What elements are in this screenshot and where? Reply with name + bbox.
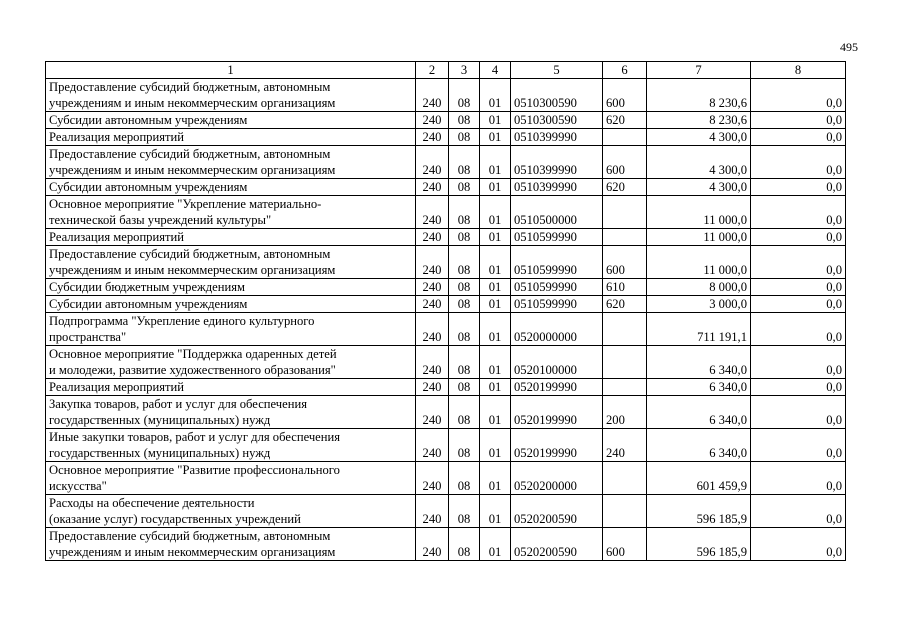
cell-target-article: 0510300590 <box>511 112 603 129</box>
cell-ministry-code: 240 <box>416 495 449 528</box>
table-row <box>46 313 846 346</box>
table-row <box>46 179 846 196</box>
table-row <box>46 79 846 112</box>
cell-expense-type: 610 <box>603 279 647 296</box>
cell-amount: 11 000,0 <box>647 246 751 279</box>
table-row <box>46 495 846 528</box>
cell-amount-2: 0,0 <box>751 246 846 279</box>
cell-target-article: 0520200590 <box>511 495 603 528</box>
cell-target-article: 0510599990 <box>511 296 603 313</box>
cell-expense-type: 600 <box>603 246 647 279</box>
cell-section: 08 <box>449 112 480 129</box>
cell-subsection: 01 <box>480 462 511 495</box>
table-row <box>46 379 846 396</box>
cell-expense-type <box>603 495 647 528</box>
cell-amount: 6 340,0 <box>647 379 751 396</box>
cell-amount: 6 340,0 <box>647 429 751 462</box>
cell-amount-2: 0,0 <box>751 528 846 561</box>
cell-target-article: 0510599990 <box>511 279 603 296</box>
cell-amount: 596 185,9 <box>647 528 751 561</box>
cell-subsection: 01 <box>480 196 511 229</box>
table-row <box>46 146 846 179</box>
cell-expense-type: 600 <box>603 79 647 112</box>
column-header: 7 <box>647 62 751 79</box>
cell-ministry-code: 240 <box>416 146 449 179</box>
row-name: Предоставление субсидий бюджетным, автономным учреждениям и иным некоммерческим организациям <box>46 79 416 112</box>
cell-section: 08 <box>449 79 480 112</box>
table-body <box>46 79 846 561</box>
table-row <box>46 296 846 313</box>
cell-section: 08 <box>449 246 480 279</box>
cell-subsection: 01 <box>480 313 511 346</box>
table-row <box>46 196 846 229</box>
cell-amount: 6 340,0 <box>647 396 751 429</box>
table-row <box>46 462 846 495</box>
cell-expense-type <box>603 196 647 229</box>
row-name: Основное мероприятие "Поддержка одаренных детей и молодежи, развитие художественного образования" <box>46 346 416 379</box>
cell-ministry-code: 240 <box>416 462 449 495</box>
column-header: 1 <box>46 62 416 79</box>
cell-expense-type <box>603 229 647 246</box>
column-header: 8 <box>751 62 846 79</box>
cell-amount-2: 0,0 <box>751 179 846 196</box>
cell-subsection: 01 <box>480 112 511 129</box>
column-header: 2 <box>416 62 449 79</box>
cell-amount: 596 185,9 <box>647 495 751 528</box>
cell-amount-2: 0,0 <box>751 396 846 429</box>
row-name: Субсидии автономным учреждениям <box>46 179 416 196</box>
table-row <box>46 129 846 146</box>
cell-target-article: 0520199990 <box>511 429 603 462</box>
row-name: Подпрограмма "Укрепление единого культурного пространства" <box>46 313 416 346</box>
cell-subsection: 01 <box>480 296 511 313</box>
cell-subsection: 01 <box>480 229 511 246</box>
cell-section: 08 <box>449 429 480 462</box>
cell-ministry-code: 240 <box>416 246 449 279</box>
cell-subsection: 01 <box>480 429 511 462</box>
table-row <box>46 396 846 429</box>
row-name: Предоставление субсидий бюджетным, автономным учреждениям и иным некоммерческим организациям <box>46 528 416 561</box>
cell-amount-2: 0,0 <box>751 229 846 246</box>
row-name: Предоставление субсидий бюджетным, автономным учреждениям и иным некоммерческим организациям <box>46 246 416 279</box>
table-row <box>46 279 846 296</box>
table-row <box>46 429 846 462</box>
cell-ministry-code: 240 <box>416 279 449 296</box>
cell-subsection: 01 <box>480 129 511 146</box>
cell-amount-2: 0,0 <box>751 79 846 112</box>
cell-expense-type <box>603 379 647 396</box>
cell-ministry-code: 240 <box>416 528 449 561</box>
row-name: Субсидии бюджетным учреждениям <box>46 279 416 296</box>
cell-section: 08 <box>449 196 480 229</box>
cell-ministry-code: 240 <box>416 313 449 346</box>
cell-expense-type <box>603 129 647 146</box>
cell-amount-2: 0,0 <box>751 196 846 229</box>
cell-target-article: 0520200000 <box>511 462 603 495</box>
cell-amount: 11 000,0 <box>647 196 751 229</box>
cell-amount: 8 000,0 <box>647 279 751 296</box>
row-name: Субсидии автономным учреждениям <box>46 296 416 313</box>
cell-amount: 8 230,6 <box>647 79 751 112</box>
table-row <box>46 346 846 379</box>
cell-section: 08 <box>449 129 480 146</box>
row-name: Основное мероприятие "Развитие профессионального искусства" <box>46 462 416 495</box>
row-name: Закупка товаров, работ и услуг для обеспечения государственных (муниципальных) нужд <box>46 396 416 429</box>
cell-subsection: 01 <box>480 79 511 112</box>
cell-expense-type <box>603 346 647 379</box>
cell-amount: 4 300,0 <box>647 179 751 196</box>
cell-amount-2: 0,0 <box>751 462 846 495</box>
cell-subsection: 01 <box>480 379 511 396</box>
table-row <box>46 229 846 246</box>
cell-amount: 601 459,9 <box>647 462 751 495</box>
column-header: 4 <box>480 62 511 79</box>
cell-subsection: 01 <box>480 396 511 429</box>
header-row <box>46 62 846 79</box>
row-name: Реализация мероприятий <box>46 379 416 396</box>
row-name: Субсидии автономным учреждениям <box>46 112 416 129</box>
cell-target-article: 0510599990 <box>511 229 603 246</box>
cell-amount: 8 230,6 <box>647 112 751 129</box>
page-number: 495 <box>840 40 858 54</box>
cell-section: 08 <box>449 279 480 296</box>
cell-amount-2: 0,0 <box>751 146 846 179</box>
cell-section: 08 <box>449 346 480 379</box>
cell-subsection: 01 <box>480 495 511 528</box>
cell-section: 08 <box>449 462 480 495</box>
cell-section: 08 <box>449 146 480 179</box>
cell-amount-2: 0,0 <box>751 296 846 313</box>
cell-ministry-code: 240 <box>416 229 449 246</box>
table-row <box>46 528 846 561</box>
cell-section: 08 <box>449 495 480 528</box>
cell-amount: 4 300,0 <box>647 146 751 179</box>
cell-section: 08 <box>449 229 480 246</box>
cell-ministry-code: 240 <box>416 112 449 129</box>
cell-ministry-code: 240 <box>416 196 449 229</box>
cell-subsection: 01 <box>480 179 511 196</box>
cell-section: 08 <box>449 528 480 561</box>
cell-subsection: 01 <box>480 528 511 561</box>
cell-expense-type: 620 <box>603 296 647 313</box>
cell-expense-type: 620 <box>603 112 647 129</box>
row-name: Расходы на обеспечение деятельности (оказание услуг) государственных учреждений <box>46 495 416 528</box>
cell-target-article: 0510500000 <box>511 196 603 229</box>
cell-ministry-code: 240 <box>416 296 449 313</box>
cell-section: 08 <box>449 296 480 313</box>
cell-expense-type <box>603 313 647 346</box>
column-header: 6 <box>603 62 647 79</box>
cell-subsection: 01 <box>480 346 511 379</box>
cell-subsection: 01 <box>480 246 511 279</box>
cell-target-article: 0510399990 <box>511 146 603 179</box>
cell-ministry-code: 240 <box>416 79 449 112</box>
cell-target-article: 0520100000 <box>511 346 603 379</box>
cell-amount: 3 000,0 <box>647 296 751 313</box>
cell-target-article: 0520000000 <box>511 313 603 346</box>
cell-amount-2: 0,0 <box>751 346 846 379</box>
cell-expense-type: 240 <box>603 429 647 462</box>
cell-amount: 11 000,0 <box>647 229 751 246</box>
column-header: 3 <box>449 62 480 79</box>
column-header: 5 <box>511 62 603 79</box>
row-name: Реализация мероприятий <box>46 229 416 246</box>
cell-ministry-code: 240 <box>416 129 449 146</box>
cell-amount: 4 300,0 <box>647 129 751 146</box>
cell-section: 08 <box>449 379 480 396</box>
cell-target-article: 0520199990 <box>511 396 603 429</box>
row-name: Основное мероприятие "Укрепление материально- технической базы учреждений культуры" <box>46 196 416 229</box>
cell-amount-2: 0,0 <box>751 379 846 396</box>
cell-target-article: 0520200590 <box>511 528 603 561</box>
cell-ministry-code: 240 <box>416 429 449 462</box>
cell-amount-2: 0,0 <box>751 279 846 296</box>
cell-section: 08 <box>449 179 480 196</box>
cell-amount-2: 0,0 <box>751 313 846 346</box>
cell-ministry-code: 240 <box>416 179 449 196</box>
cell-expense-type: 620 <box>603 179 647 196</box>
cell-section: 08 <box>449 313 480 346</box>
cell-amount: 711 191,1 <box>647 313 751 346</box>
budget-table <box>45 61 846 561</box>
cell-target-article: 0510300590 <box>511 79 603 112</box>
cell-target-article: 0510399990 <box>511 179 603 196</box>
cell-ministry-code: 240 <box>416 396 449 429</box>
cell-expense-type: 600 <box>603 528 647 561</box>
cell-expense-type: 600 <box>603 146 647 179</box>
cell-subsection: 01 <box>480 146 511 179</box>
cell-amount-2: 0,0 <box>751 129 846 146</box>
table-row <box>46 112 846 129</box>
row-name: Реализация мероприятий <box>46 129 416 146</box>
cell-subsection: 01 <box>480 279 511 296</box>
cell-target-article: 0520199990 <box>511 379 603 396</box>
row-name: Иные закупки товаров, работ и услуг для обеспечения государственных (муниципальных) нужд <box>46 429 416 462</box>
cell-expense-type: 200 <box>603 396 647 429</box>
cell-amount-2: 0,0 <box>751 495 846 528</box>
cell-ministry-code: 240 <box>416 379 449 396</box>
cell-amount-2: 0,0 <box>751 429 846 462</box>
cell-ministry-code: 240 <box>416 346 449 379</box>
table-row <box>46 246 846 279</box>
row-name: Предоставление субсидий бюджетным, автономным учреждениям и иным некоммерческим организациям <box>46 146 416 179</box>
cell-expense-type <box>603 462 647 495</box>
cell-section: 08 <box>449 396 480 429</box>
cell-target-article: 0510599990 <box>511 246 603 279</box>
cell-target-article: 0510399990 <box>511 129 603 146</box>
cell-amount-2: 0,0 <box>751 112 846 129</box>
cell-amount: 6 340,0 <box>647 346 751 379</box>
